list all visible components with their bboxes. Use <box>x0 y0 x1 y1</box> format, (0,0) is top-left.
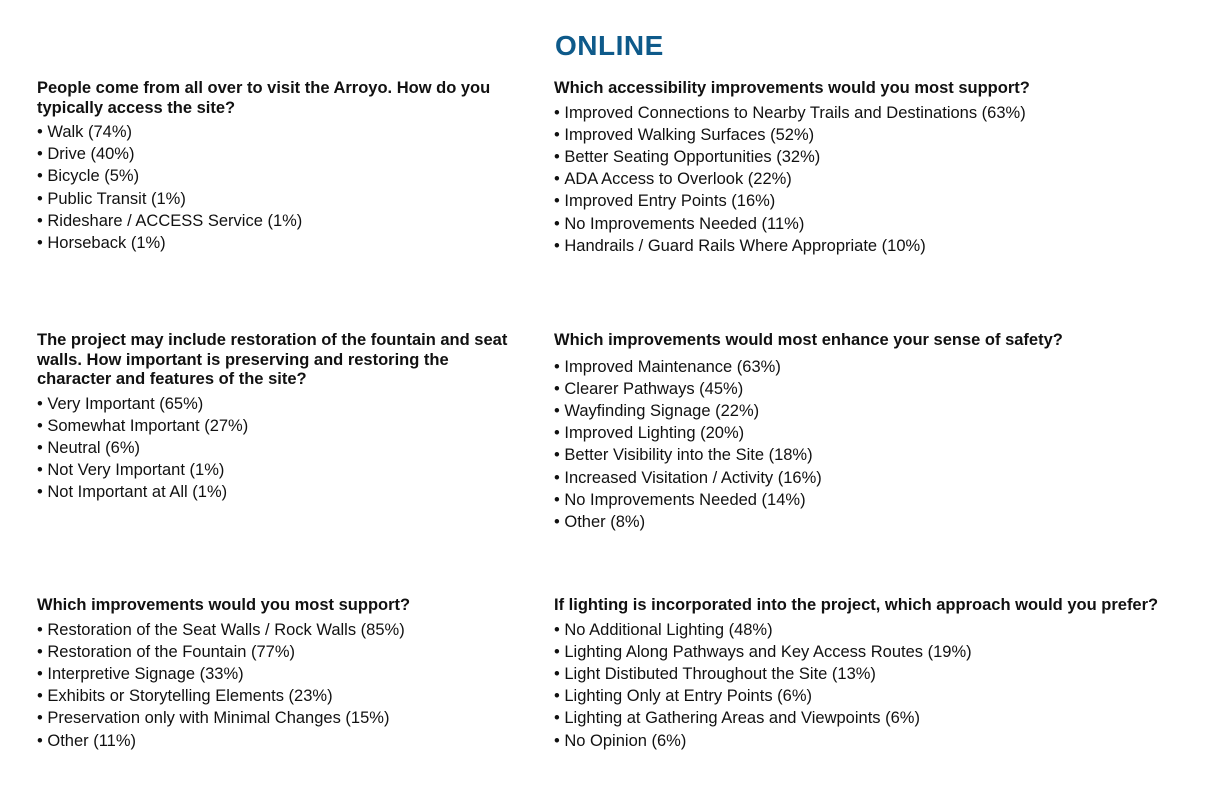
answer-item: • Improved Entry Points (16%) <box>554 190 1204 212</box>
answer-item: • Not Very Important (1%) <box>37 459 527 481</box>
answer-item: • Preservation only with Minimal Changes (15%) <box>37 707 527 729</box>
answer-item: • No Opinion (6%) <box>554 730 1214 752</box>
question-text: Which improvements would you most support? <box>37 596 411 614</box>
answer-item: • Improved Maintenance (63%) <box>554 356 1204 378</box>
answer-item: • Increased Visitation / Activity (16%) <box>554 467 1204 489</box>
answer-item: • Wayfinding Signage (22%) <box>554 400 1204 422</box>
survey-question-safety <box>554 331 1204 533</box>
answer-item: • Very Important (65%) <box>37 393 527 415</box>
answer-item: • Not Important at All (1%) <box>37 481 527 503</box>
answer-item: • Bicycle (5%) <box>37 165 527 187</box>
question-text: Which improvements would most enhance your sense of safety? <box>554 331 1063 349</box>
answer-list <box>554 619 1214 752</box>
answer-item: • Walk (74%) <box>37 121 527 143</box>
survey-question-access <box>37 79 527 254</box>
answer-item: • No Improvements Needed (14%) <box>554 489 1204 511</box>
survey-question-lighting <box>554 596 1214 752</box>
question-text: People come from all over to visit the Arroyo. How do you typically access the site? <box>37 79 491 117</box>
answer-list <box>554 102 1204 257</box>
answer-item: • Somewhat Important (27%) <box>37 415 527 437</box>
answer-list <box>37 393 527 504</box>
answer-item: • Improved Lighting (20%) <box>554 422 1204 444</box>
answer-item: • Lighting Only at Entry Points (6%) <box>554 685 1214 707</box>
answer-item: • Handrails / Guard Rails Where Appropriate (10%) <box>554 235 1204 257</box>
answer-item: • Public Transit (1%) <box>37 188 527 210</box>
answer-item: • ADA Access to Overlook (22%) <box>554 168 1204 190</box>
page-title: ONLINE <box>555 30 664 61</box>
question-text: Which accessibility improvements would you most support? <box>554 79 1030 97</box>
answer-item: • Restoration of the Fountain (77%) <box>37 641 527 663</box>
answer-item: • Exhibits or Storytelling Elements (23%) <box>37 685 527 707</box>
survey-question-improvements <box>37 596 527 752</box>
answer-item: • No Improvements Needed (11%) <box>554 213 1204 235</box>
survey-question-preservation <box>37 331 527 504</box>
answer-item: • Clearer Pathways (45%) <box>554 378 1204 400</box>
question-text: If lighting is incorporated into the project, which approach would you prefer? <box>554 596 1159 614</box>
answer-item: • Lighting at Gathering Areas and Viewpoints (6%) <box>554 707 1214 729</box>
answer-item: • Better Seating Opportunities (32%) <box>554 146 1204 168</box>
answer-item: • Restoration of the Seat Walls / Rock Walls (85%) <box>37 619 527 641</box>
answer-item: • Other (8%) <box>554 511 1204 533</box>
answer-item: • Better Visibility into the Site (18%) <box>554 444 1204 466</box>
answer-item: • No Additional Lighting (48%) <box>554 619 1214 641</box>
answer-item: • Improved Connections to Nearby Trails and Destinations (63%) <box>554 102 1204 124</box>
answer-item: • Improved Walking Surfaces (52%) <box>554 124 1204 146</box>
answer-item: • Horseback (1%) <box>37 232 527 254</box>
survey-question-accessibility <box>554 79 1204 257</box>
answer-item: • Interpretive Signage (33%) <box>37 663 527 685</box>
answer-list <box>37 121 527 254</box>
answer-item: • Light Distibuted Throughout the Site (13%) <box>554 663 1214 685</box>
answer-item: • Neutral (6%) <box>37 437 527 459</box>
answer-item: • Lighting Along Pathways and Key Access Routes (19%) <box>554 641 1214 663</box>
answer-item: • Rideshare / ACCESS Service (1%) <box>37 210 527 232</box>
answer-list <box>37 619 527 752</box>
answer-list <box>554 356 1204 534</box>
answer-item: • Other (11%) <box>37 730 527 752</box>
question-text: The project may include restoration of the fountain and seat walls. How important is preserving and restoring the character and features of the site? <box>37 331 508 388</box>
answer-item: • Drive (40%) <box>37 143 527 165</box>
